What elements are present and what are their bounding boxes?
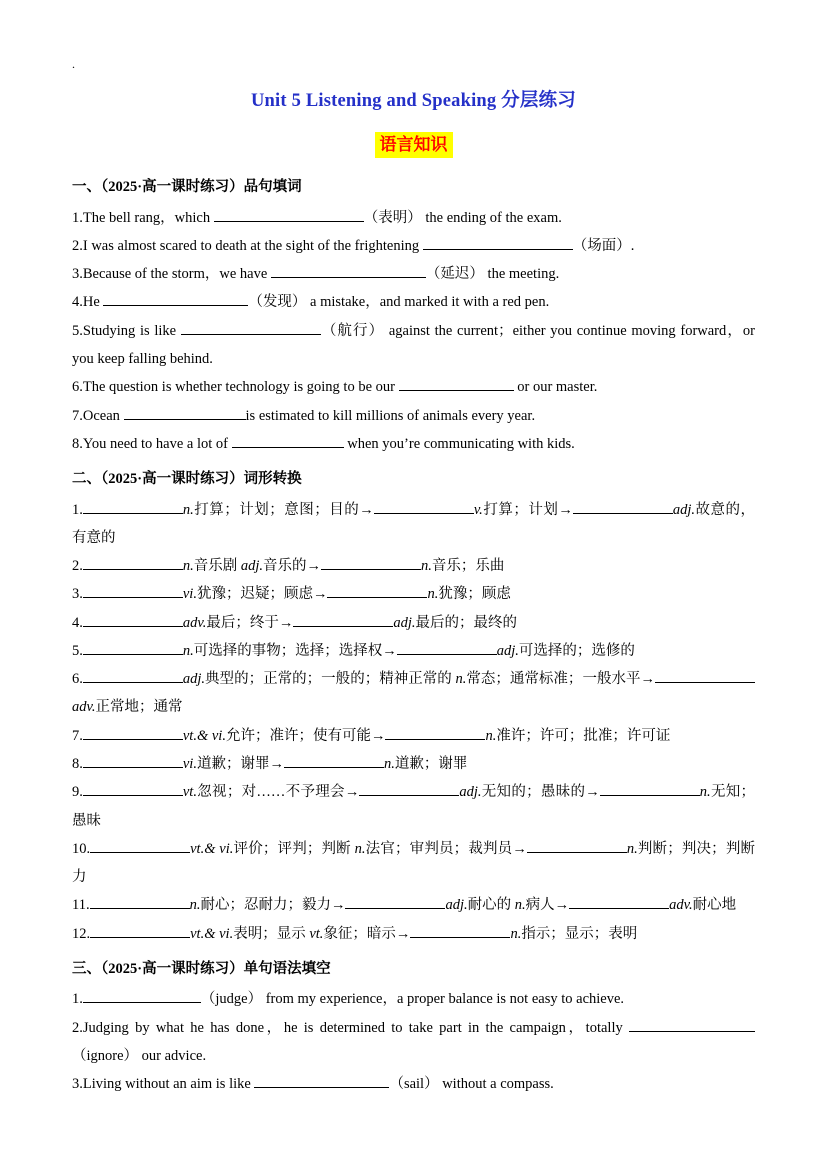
exercise-line [72,637,755,665]
answer-blank [327,584,427,599]
line-text: or our master. [513,379,598,396]
line-text: 6. [72,671,83,688]
line-text: 3. [72,586,83,603]
sections [72,174,755,1098]
line-text: 2. [72,558,83,575]
exercise-line [72,430,755,458]
exercise-line [72,778,755,835]
line-text: 2.I was almost scared to death at the sight of the frightening [72,237,423,254]
exercise-line [72,552,755,580]
line-text: 判断；判决；判断力 [72,840,756,886]
line-text: 耐心的 [467,897,515,914]
answer-blank [284,753,384,768]
line-text: 耐心地 [692,897,737,914]
exercise-line [72,835,755,892]
line-text: 可选择的事物；选择；选择权→ [193,642,397,659]
line-text: 犹豫；迟疑；顾虑→ [196,586,328,603]
line-text: 8. [72,755,83,772]
pos-label: n. [699,784,711,801]
answer-blank [83,753,183,768]
line-text: 无知；愚昧 [72,784,756,829]
line-text: 忽视；对……不予理会→ [196,784,360,801]
line-text: 7. [72,727,83,744]
answer-blank [385,725,485,740]
line-text: 打算；计划→ [482,501,573,518]
pos-label: n. [182,501,194,518]
pos-label: vi. [182,755,197,772]
pos-label: adj. [459,784,482,801]
pos-label: adj. [496,642,519,659]
exercise-line [72,1014,755,1071]
exercise-line [72,402,755,430]
exercise-line [72,985,755,1013]
answer-blank [90,838,190,853]
line-text: 允许；准许；使有可能→ [225,727,386,744]
line-text: 5.Studying is like [72,322,181,339]
line-text: 音乐的→ [263,558,322,575]
exercise-line [72,232,755,260]
answer-blank [573,499,673,514]
line-text: （场面）. [572,237,635,254]
answer-blank [83,555,183,570]
answer-blank [600,781,700,796]
pos-label: adv. [182,614,207,631]
exercise-line [72,920,755,948]
pos-label: v. [473,501,483,518]
line-text: 4. [72,614,83,631]
exercise-line [72,496,755,553]
exercise-line [72,1070,755,1098]
answer-blank [90,895,190,910]
line-text: 法官；审判员；裁判员→ [365,840,527,857]
exercise-line [72,609,755,637]
line-text: 指示；显示；表明 [521,925,638,942]
line-text: 无知的；愚昧的→ [481,784,600,801]
line-text: 音乐；乐曲 [431,558,505,575]
answer-blank [83,640,183,655]
exercise-line [72,750,755,778]
line-text: 耐心；忍耐力；毅力→ [200,897,346,914]
line-text: 8.You need to have a lot of [72,435,232,452]
pos-label: vt.& vi. [190,925,234,942]
answer-blank [397,640,497,655]
line-text: 4.He [72,294,104,311]
pos-label: n. [427,586,439,603]
exercise-line [72,373,755,401]
line-text: 6.The question is whether technology is going to be our [72,379,399,396]
exercise-line [72,317,755,374]
line-text: 3.Because of the storm，we have [72,266,271,283]
line-text: （judge） from my experience，a proper balance is not easy to achieve. [200,991,625,1008]
exercise-line [72,260,755,288]
line-text: 故意的，有意的 [72,501,756,546]
line-text: 典型的；正常的；一般的；精神正常的 [205,671,456,688]
line-text: 11. [72,897,90,914]
pos-label: n. [421,558,432,575]
pos-label: adj. [240,558,264,575]
answer-blank [83,725,183,740]
answer-blank [83,612,183,627]
pos-label: adj. [182,671,206,688]
section-heading: 一、（2025·高一课时练习）品句填词 [72,179,302,196]
answer-blank [214,207,364,222]
answer-blank [359,781,459,796]
line-text: 12. [72,925,91,942]
exercise-line [72,722,755,750]
exercise-line [72,665,755,722]
line-text: is estimated to kill millions of animals every year. [245,407,536,424]
pos-label: n. [455,671,467,688]
line-text: 犹豫；顾虑 [438,586,511,603]
answer-blank [83,781,183,796]
line-text: （发现） a mistake，and marked it with a red pen. [248,294,550,311]
pos-label: n. [182,558,194,575]
line-text: when you’re communicating with kids. [343,435,575,452]
line-text: （延迟） the meeting. [425,266,560,283]
answer-blank [90,923,190,938]
section-3 [72,956,755,1099]
line-text: （ignore） our advice. [72,1047,207,1064]
pos-label: n. [485,727,497,744]
answer-blank [527,838,627,853]
exercise-line [72,580,755,608]
line-text: 1. [72,991,83,1008]
line-text: 9. [72,784,83,801]
section-1 [72,174,755,458]
answer-blank [124,405,246,420]
line-text: 评价；评判；判断 [233,840,355,857]
line-text: 1.The bell rang，which [72,209,214,226]
answer-blank [293,612,393,627]
line-text: 2.Judging by what he has done，he is determined to take part in the campaign，totally [72,1019,629,1036]
line-text: 象征；暗示→ [323,925,411,942]
answer-blank [83,989,201,1004]
pos-label: vt. [309,925,324,942]
section-heading: 三、（2025·高一课时练习）单句语法填空 [72,960,331,977]
answer-blank [83,668,183,683]
line-text: 3.Living without an aim is like [72,1076,255,1093]
line-text: 打算；计划；意图；目的→ [193,501,374,518]
line-text: 病人→ [525,897,570,914]
document-body [72,174,755,1098]
exercise-line [72,204,755,232]
badge-row [72,132,755,158]
line-text: 最后的；最终的 [415,614,518,631]
answer-blank [232,433,344,448]
pos-label: n. [383,755,395,772]
answer-blank [410,923,510,938]
line-text: 音乐剧 [193,558,241,575]
line-text: 正常地；通常 [95,699,183,716]
pos-label: adj. [393,614,416,631]
answer-blank [321,555,421,570]
line-text: （sail） without a compass. [389,1076,554,1093]
exercise-line [72,891,755,919]
answer-blank [629,1017,755,1032]
line-text: 7.Ocean [72,407,124,424]
pos-label: vt.& vi. [190,840,234,857]
section-2 [72,466,755,948]
line-text: 表明；显示 [233,925,310,942]
line-text: 道歉；谢罪 [394,755,468,772]
pos-label: n. [189,897,201,914]
answer-blank [83,584,183,599]
page-title: Unit 5 Listening and Speaking 分层练习 [251,91,576,111]
answer-blank [181,320,321,335]
line-text: （航行） against the current；either you continue moving forward，or you keep falling behind. [72,322,755,367]
answer-blank [345,895,445,910]
section-badge: 语言知识 [375,132,453,158]
line-text: 1. [72,501,83,518]
line-text: （表明） the ending of the exam. [363,209,562,226]
pos-label: adj. [672,501,695,518]
pos-label: n. [182,642,194,659]
line-text: 准许；许可；批准；许可证 [496,727,671,744]
answer-blank [399,376,514,391]
answer-blank [423,235,573,250]
pos-label: n. [514,897,526,914]
answer-blank [655,668,755,683]
answer-blank [569,895,669,910]
line-text: 道歉；谢罪→ [196,755,284,772]
line-text: 10. [72,840,91,857]
line-text: 最后；终于→ [206,614,294,631]
answer-blank [83,499,183,514]
pos-label: n. [626,840,638,857]
stray-mark: . [72,57,75,71]
pos-label: vi. [182,586,197,603]
answer-blank [271,263,426,278]
line-text: 常态；通常标准；一般水平→ [466,671,656,688]
pos-label: vt. [182,784,197,801]
pos-label: adv. [72,699,96,716]
pos-label: adj. [445,897,468,914]
answer-blank [374,499,474,514]
answer-blank [254,1073,389,1088]
pos-label: adv. [669,897,693,914]
exercise-line [72,288,755,316]
pos-label: vt.& vi. [182,727,226,744]
pos-label: n. [354,840,366,857]
pos-label: n. [510,925,522,942]
answer-blank [103,292,248,307]
line-text: 可选择的；选修的 [518,642,635,659]
section-heading: 二、（2025·高一课时练习）词形转换 [72,471,302,488]
line-text: 5. [72,642,83,659]
